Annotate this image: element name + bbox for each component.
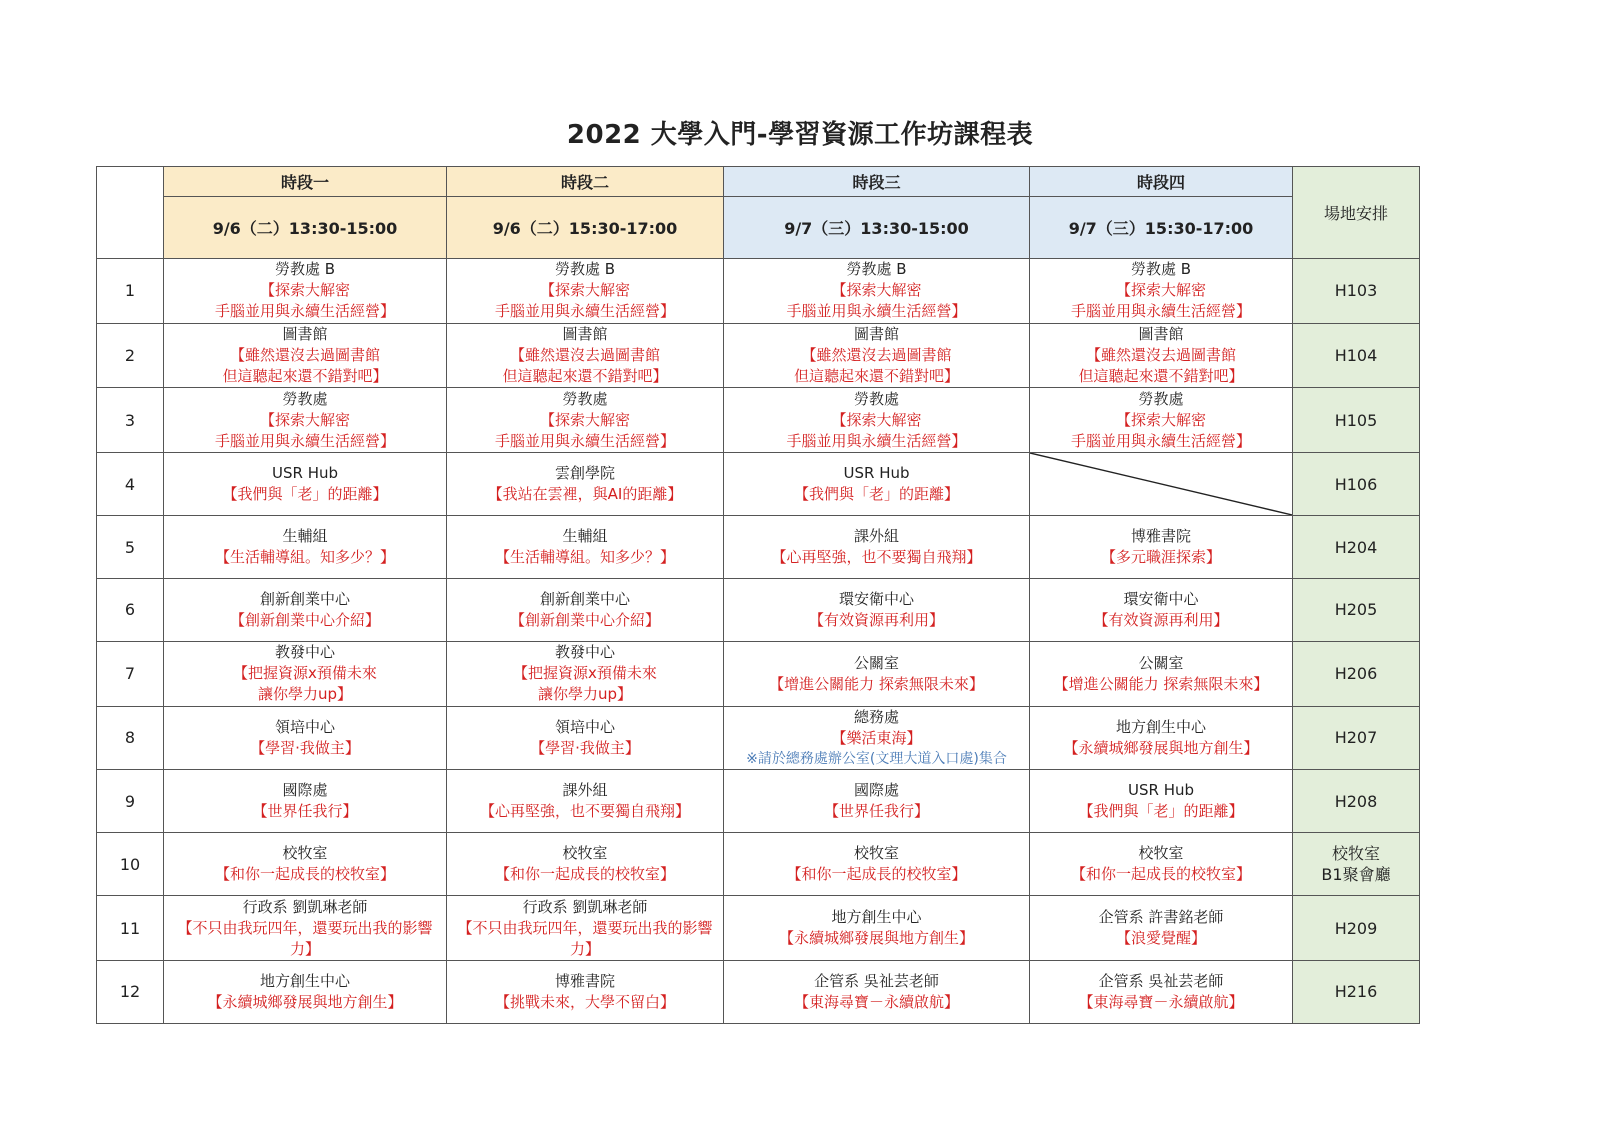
unit-name: 雲創學院 xyxy=(554,464,615,483)
period-date-1: 9/6（二）13:30-15:00 xyxy=(164,197,447,259)
venue-cell xyxy=(1293,896,1420,961)
unit-name: 公關室 xyxy=(1138,653,1184,672)
session-cell xyxy=(1030,323,1293,388)
venue-cell xyxy=(1293,259,1420,324)
venue-cell xyxy=(1293,516,1420,579)
session-cell xyxy=(1030,833,1293,896)
unit-name: 勞教處 B xyxy=(1130,260,1192,279)
empty-session-cell xyxy=(1030,453,1293,516)
session-topic: 力】 xyxy=(289,939,320,958)
session-cell xyxy=(164,960,447,1023)
venue-name: H208 xyxy=(1334,791,1378,811)
session-topic: 【和你一起成長的校牧室】 xyxy=(1070,865,1251,884)
session-topic: 【學習‧我做主】 xyxy=(530,738,640,757)
unit-name: 課外組 xyxy=(853,527,899,546)
session-topic: 手腦並用與永續生活經營】 xyxy=(1070,302,1251,321)
unit-name: 行政系 劉凱琳老師 xyxy=(242,897,368,916)
session-cell xyxy=(1030,516,1293,579)
session-cell xyxy=(447,896,724,961)
unit-name: 勞教處 B xyxy=(554,260,616,279)
venue-name: H204 xyxy=(1334,537,1378,557)
session-cell xyxy=(724,259,1030,324)
session-topic: 【永續城鄉發展與地方創生】 xyxy=(1063,738,1259,757)
unit-name: 總務處 xyxy=(853,707,899,726)
period-date-4: 9/7（三）15:30-17:00 xyxy=(1030,197,1293,259)
session-topic: 【有效資源再利用】 xyxy=(808,610,944,629)
unit-name: 地方創生中心 xyxy=(831,908,922,927)
session-topic: 【我們與「老」的距離】 xyxy=(222,485,388,504)
unit-name: 地方創生中心 xyxy=(259,971,350,990)
session-cell xyxy=(164,896,447,961)
session-topic: 【和你一起成長的校牧室】 xyxy=(214,865,395,884)
venue-cell xyxy=(1293,833,1420,896)
session-cell xyxy=(164,453,447,516)
session-topic: 手腦並用與永續生活經營】 xyxy=(786,302,967,321)
session-cell xyxy=(1030,388,1293,453)
unit-name: 勞教處 xyxy=(853,389,899,408)
session-topic: 【樂活東海】 xyxy=(831,728,922,747)
venue-name: H106 xyxy=(1334,474,1378,494)
unit-name: 勞教處 xyxy=(562,389,608,408)
session-cell xyxy=(724,896,1030,961)
table-row xyxy=(97,706,1420,770)
venue-cell xyxy=(1293,641,1420,706)
session-cell xyxy=(724,453,1030,516)
session-topic: 【探索大解密 xyxy=(831,281,922,300)
session-cell xyxy=(164,388,447,453)
session-topic: 【探索大解密 xyxy=(831,410,922,429)
session-topic: 【生活輔導組。知多少？】 xyxy=(494,548,675,567)
unit-name: 創新創業中心 xyxy=(539,589,630,608)
venue-name: B1聚會廳 xyxy=(1321,865,1391,885)
unit-name: USR Hub xyxy=(272,464,338,483)
unit-name: 國際處 xyxy=(282,781,328,800)
session-topic: 【雖然還沒去過圖書館 xyxy=(229,346,380,365)
venue-name: H104 xyxy=(1334,346,1378,366)
session-note: ※請於總務處辦公室(文理大道入口處)集合 xyxy=(746,750,1007,767)
period-date-3: 9/7（三）13:30-15:00 xyxy=(724,197,1030,259)
venue-name: H216 xyxy=(1334,982,1378,1002)
session-topic: 【永續城鄉發展與地方創生】 xyxy=(778,929,974,948)
session-topic: 【東海尋寶－永續啟航】 xyxy=(793,992,959,1011)
unit-name: 國際處 xyxy=(853,781,899,800)
venue-cell xyxy=(1293,706,1420,770)
session-topic: 手腦並用與永續生活經營】 xyxy=(1070,431,1251,450)
period-header-4: 時段四 xyxy=(1030,167,1293,197)
table-row xyxy=(97,259,1420,324)
session-topic: 【世界任我行】 xyxy=(252,802,358,821)
session-topic: 【和你一起成長的校牧室】 xyxy=(494,865,675,884)
session-topic: 【不只由我玩四年，還要玩出我的影響 xyxy=(177,918,433,937)
header-period-row xyxy=(97,167,1420,197)
session-topic: 【心再堅強，也不要獨自飛翔】 xyxy=(479,802,690,821)
session-topic: 【學習‧我做主】 xyxy=(250,738,360,757)
row-number: 8 xyxy=(97,706,164,770)
venue-cell xyxy=(1293,770,1420,833)
unit-name: 創新創業中心 xyxy=(259,589,350,608)
unit-name: 勞教處 xyxy=(282,389,328,408)
session-cell xyxy=(724,641,1030,706)
session-cell xyxy=(1030,770,1293,833)
session-cell xyxy=(724,578,1030,641)
header-date-row xyxy=(97,197,1420,259)
session-cell xyxy=(447,259,724,324)
unit-name: 圖書館 xyxy=(853,325,899,344)
session-topic: 力】 xyxy=(569,939,600,958)
row-number: 7 xyxy=(97,641,164,706)
session-topic: 手腦並用與永續生活經營】 xyxy=(494,302,675,321)
unit-name: 博雅書院 xyxy=(1130,527,1191,546)
session-topic: 【探索大解密 xyxy=(1115,281,1206,300)
unit-name: 環安衛中心 xyxy=(838,589,914,608)
session-topic: 但這聽起來還不錯對吧】 xyxy=(502,367,668,386)
session-cell xyxy=(447,641,724,706)
table-row xyxy=(97,960,1420,1023)
table-row xyxy=(97,323,1420,388)
session-topic: 【雖然還沒去過圖書館 xyxy=(801,346,952,365)
session-cell xyxy=(447,960,724,1023)
session-topic: 【增進公關能力 探索無限未來】 xyxy=(769,674,984,693)
period-header-3: 時段三 xyxy=(724,167,1030,197)
session-cell xyxy=(164,259,447,324)
session-cell xyxy=(164,770,447,833)
row-number: 9 xyxy=(97,770,164,833)
unit-name: 領培中心 xyxy=(554,717,615,736)
unit-name: 教發中心 xyxy=(274,643,335,662)
session-topic: 【探索大解密 xyxy=(1115,410,1206,429)
session-topic: 但這聽起來還不錯對吧】 xyxy=(793,367,959,386)
table-row xyxy=(97,641,1420,706)
session-topic: 【心再堅強，也不要獨自飛翔】 xyxy=(771,548,982,567)
diagonal-slash xyxy=(1030,453,1292,515)
unit-name: 領培中心 xyxy=(274,717,335,736)
session-cell xyxy=(164,833,447,896)
session-cell xyxy=(724,516,1030,579)
session-cell xyxy=(724,960,1030,1023)
session-topic: 【浪愛覺醒】 xyxy=(1115,929,1206,948)
session-topic: 【把握資源x預備未來 xyxy=(233,664,377,683)
session-cell xyxy=(724,770,1030,833)
row-number: 4 xyxy=(97,453,164,516)
table-row xyxy=(97,833,1420,896)
unit-name: USR Hub xyxy=(843,464,910,483)
session-cell xyxy=(164,706,447,770)
session-topic: 【探索大解密 xyxy=(259,281,350,300)
session-cell xyxy=(164,578,447,641)
session-cell xyxy=(447,323,724,388)
row-number: 10 xyxy=(97,833,164,896)
unit-name: 校牧室 xyxy=(1138,844,1184,863)
venue-cell xyxy=(1293,960,1420,1023)
venue-name: H105 xyxy=(1334,410,1378,430)
session-cell xyxy=(1030,578,1293,641)
unit-name: 圖書館 xyxy=(562,325,608,344)
table-row xyxy=(97,453,1420,516)
session-cell xyxy=(724,323,1030,388)
session-cell xyxy=(447,388,724,453)
session-topic: 【雖然還沒去過圖書館 xyxy=(509,346,660,365)
session-topic: 【不只由我玩四年，還要玩出我的影響 xyxy=(457,918,713,937)
session-topic: 【和你一起成長的校牧室】 xyxy=(786,865,967,884)
unit-name: 公關室 xyxy=(853,653,899,672)
session-topic: 但這聽起來還不錯對吧】 xyxy=(222,367,388,386)
session-cell xyxy=(1030,896,1293,961)
unit-name: 企管系 吳祉芸老師 xyxy=(1098,971,1224,990)
session-cell xyxy=(447,578,724,641)
session-cell xyxy=(1030,706,1293,770)
session-topic: 【挑戰未來，大學不留白】 xyxy=(494,992,675,1011)
session-topic: 但這聽起來還不錯對吧】 xyxy=(1078,367,1244,386)
session-topic: 【雖然還沒去過圖書館 xyxy=(1085,346,1236,365)
schedule-table xyxy=(96,166,1420,1024)
session-cell xyxy=(1030,259,1293,324)
row-number: 2 xyxy=(97,323,164,388)
session-topic: 讓你學力up】 xyxy=(537,685,633,704)
venue-cell xyxy=(1293,453,1420,516)
period-header-2: 時段二 xyxy=(447,167,724,197)
session-topic: 【有效資源再利用】 xyxy=(1093,610,1229,629)
session-topic: 【我們與「老」的距離】 xyxy=(1078,802,1244,821)
venue-name: H103 xyxy=(1334,281,1378,301)
session-topic: 【多元職涯探索】 xyxy=(1100,548,1221,567)
venue-name: H205 xyxy=(1334,600,1378,620)
row-number: 1 xyxy=(97,259,164,324)
session-topic: 【探索大解密 xyxy=(259,410,350,429)
session-cell xyxy=(164,641,447,706)
unit-name: 地方創生中心 xyxy=(1115,717,1206,736)
unit-name: 校牧室 xyxy=(282,844,328,863)
unit-name: 校牧室 xyxy=(562,844,608,863)
session-topic: 【探索大解密 xyxy=(539,281,630,300)
session-topic: 手腦並用與永續生活經營】 xyxy=(494,431,675,450)
session-topic: 【把握資源x預備未來 xyxy=(513,664,657,683)
unit-name: 教發中心 xyxy=(554,643,615,662)
unit-name: 圖書館 xyxy=(1138,325,1184,344)
venue-name: H207 xyxy=(1334,728,1378,748)
venue-name: H209 xyxy=(1334,918,1378,938)
session-cell xyxy=(164,323,447,388)
session-cell xyxy=(447,516,724,579)
venue-name: H206 xyxy=(1334,664,1378,684)
unit-name: 生輔組 xyxy=(562,527,608,546)
unit-name: 勞教處 B xyxy=(274,260,336,279)
unit-name: 博雅書院 xyxy=(554,971,615,990)
session-topic: 【增進公關能力 探索無限未來】 xyxy=(1053,674,1269,693)
page-title: 2022 大學入門-學習資源工作坊課程表 xyxy=(566,120,1034,150)
table-row xyxy=(97,578,1420,641)
venue-cell xyxy=(1293,578,1420,641)
unit-name: USR Hub xyxy=(1128,781,1194,800)
session-cell xyxy=(164,516,447,579)
session-cell xyxy=(447,770,724,833)
session-cell xyxy=(447,453,724,516)
unit-name: 生輔組 xyxy=(282,527,328,546)
venue-cell xyxy=(1293,388,1420,453)
row-number: 5 xyxy=(97,516,164,579)
session-cell xyxy=(724,833,1030,896)
session-cell xyxy=(447,833,724,896)
venue-name: 校牧室 xyxy=(1331,844,1380,864)
venue-cell xyxy=(1293,323,1420,388)
unit-name: 企管系 吳祉芸老師 xyxy=(814,971,939,990)
venue-header: 場地安排 xyxy=(1293,167,1420,259)
session-topic: 【探索大解密 xyxy=(539,410,630,429)
row-number: 6 xyxy=(97,578,164,641)
session-cell xyxy=(724,388,1030,453)
session-topic: 手腦並用與永續生活經營】 xyxy=(786,431,967,450)
session-topic: 讓你學力up】 xyxy=(257,685,353,704)
unit-name: 課外組 xyxy=(562,781,608,800)
session-topic: 【創新創業中心介紹】 xyxy=(509,610,660,629)
session-topic: 【永續城鄉發展與地方創生】 xyxy=(207,992,403,1011)
session-topic: 手腦並用與永續生活經營】 xyxy=(214,431,395,450)
session-topic: 手腦並用與永續生活經營】 xyxy=(214,302,395,321)
session-cell xyxy=(1030,960,1293,1023)
session-cell xyxy=(724,706,1030,770)
unit-name: 企管系 許書銘老師 xyxy=(1098,908,1224,927)
period-date-2: 9/6（二）15:30-17:00 xyxy=(447,197,724,259)
session-topic: 【我站在雲裡，與AI的距離】 xyxy=(487,485,683,504)
unit-name: 勞教處 B xyxy=(846,260,907,279)
row-number: 3 xyxy=(97,388,164,453)
row-number: 12 xyxy=(97,960,164,1023)
unit-name: 勞教處 xyxy=(1138,389,1184,408)
table-row xyxy=(97,770,1420,833)
row-number: 11 xyxy=(97,896,164,961)
unit-name: 圖書館 xyxy=(282,325,328,344)
corner-cell xyxy=(97,167,164,259)
session-cell xyxy=(1030,641,1293,706)
table-row xyxy=(97,388,1420,453)
session-cell xyxy=(447,706,724,770)
unit-name: 環安衛中心 xyxy=(1123,589,1199,608)
table-row xyxy=(97,896,1420,961)
session-topic: 【東海尋寶－永續啟航】 xyxy=(1078,992,1244,1011)
session-topic: 【我們與「老」的距離】 xyxy=(793,485,959,504)
session-topic: 【世界任我行】 xyxy=(823,802,929,821)
unit-name: 校牧室 xyxy=(853,844,899,863)
period-header-1: 時段一 xyxy=(164,167,447,197)
session-topic: 【創新創業中心介紹】 xyxy=(229,610,380,629)
table-row xyxy=(97,516,1420,579)
session-topic: 【生活輔導組。知多少？】 xyxy=(214,548,395,567)
unit-name: 行政系 劉凱琳老師 xyxy=(522,897,648,916)
